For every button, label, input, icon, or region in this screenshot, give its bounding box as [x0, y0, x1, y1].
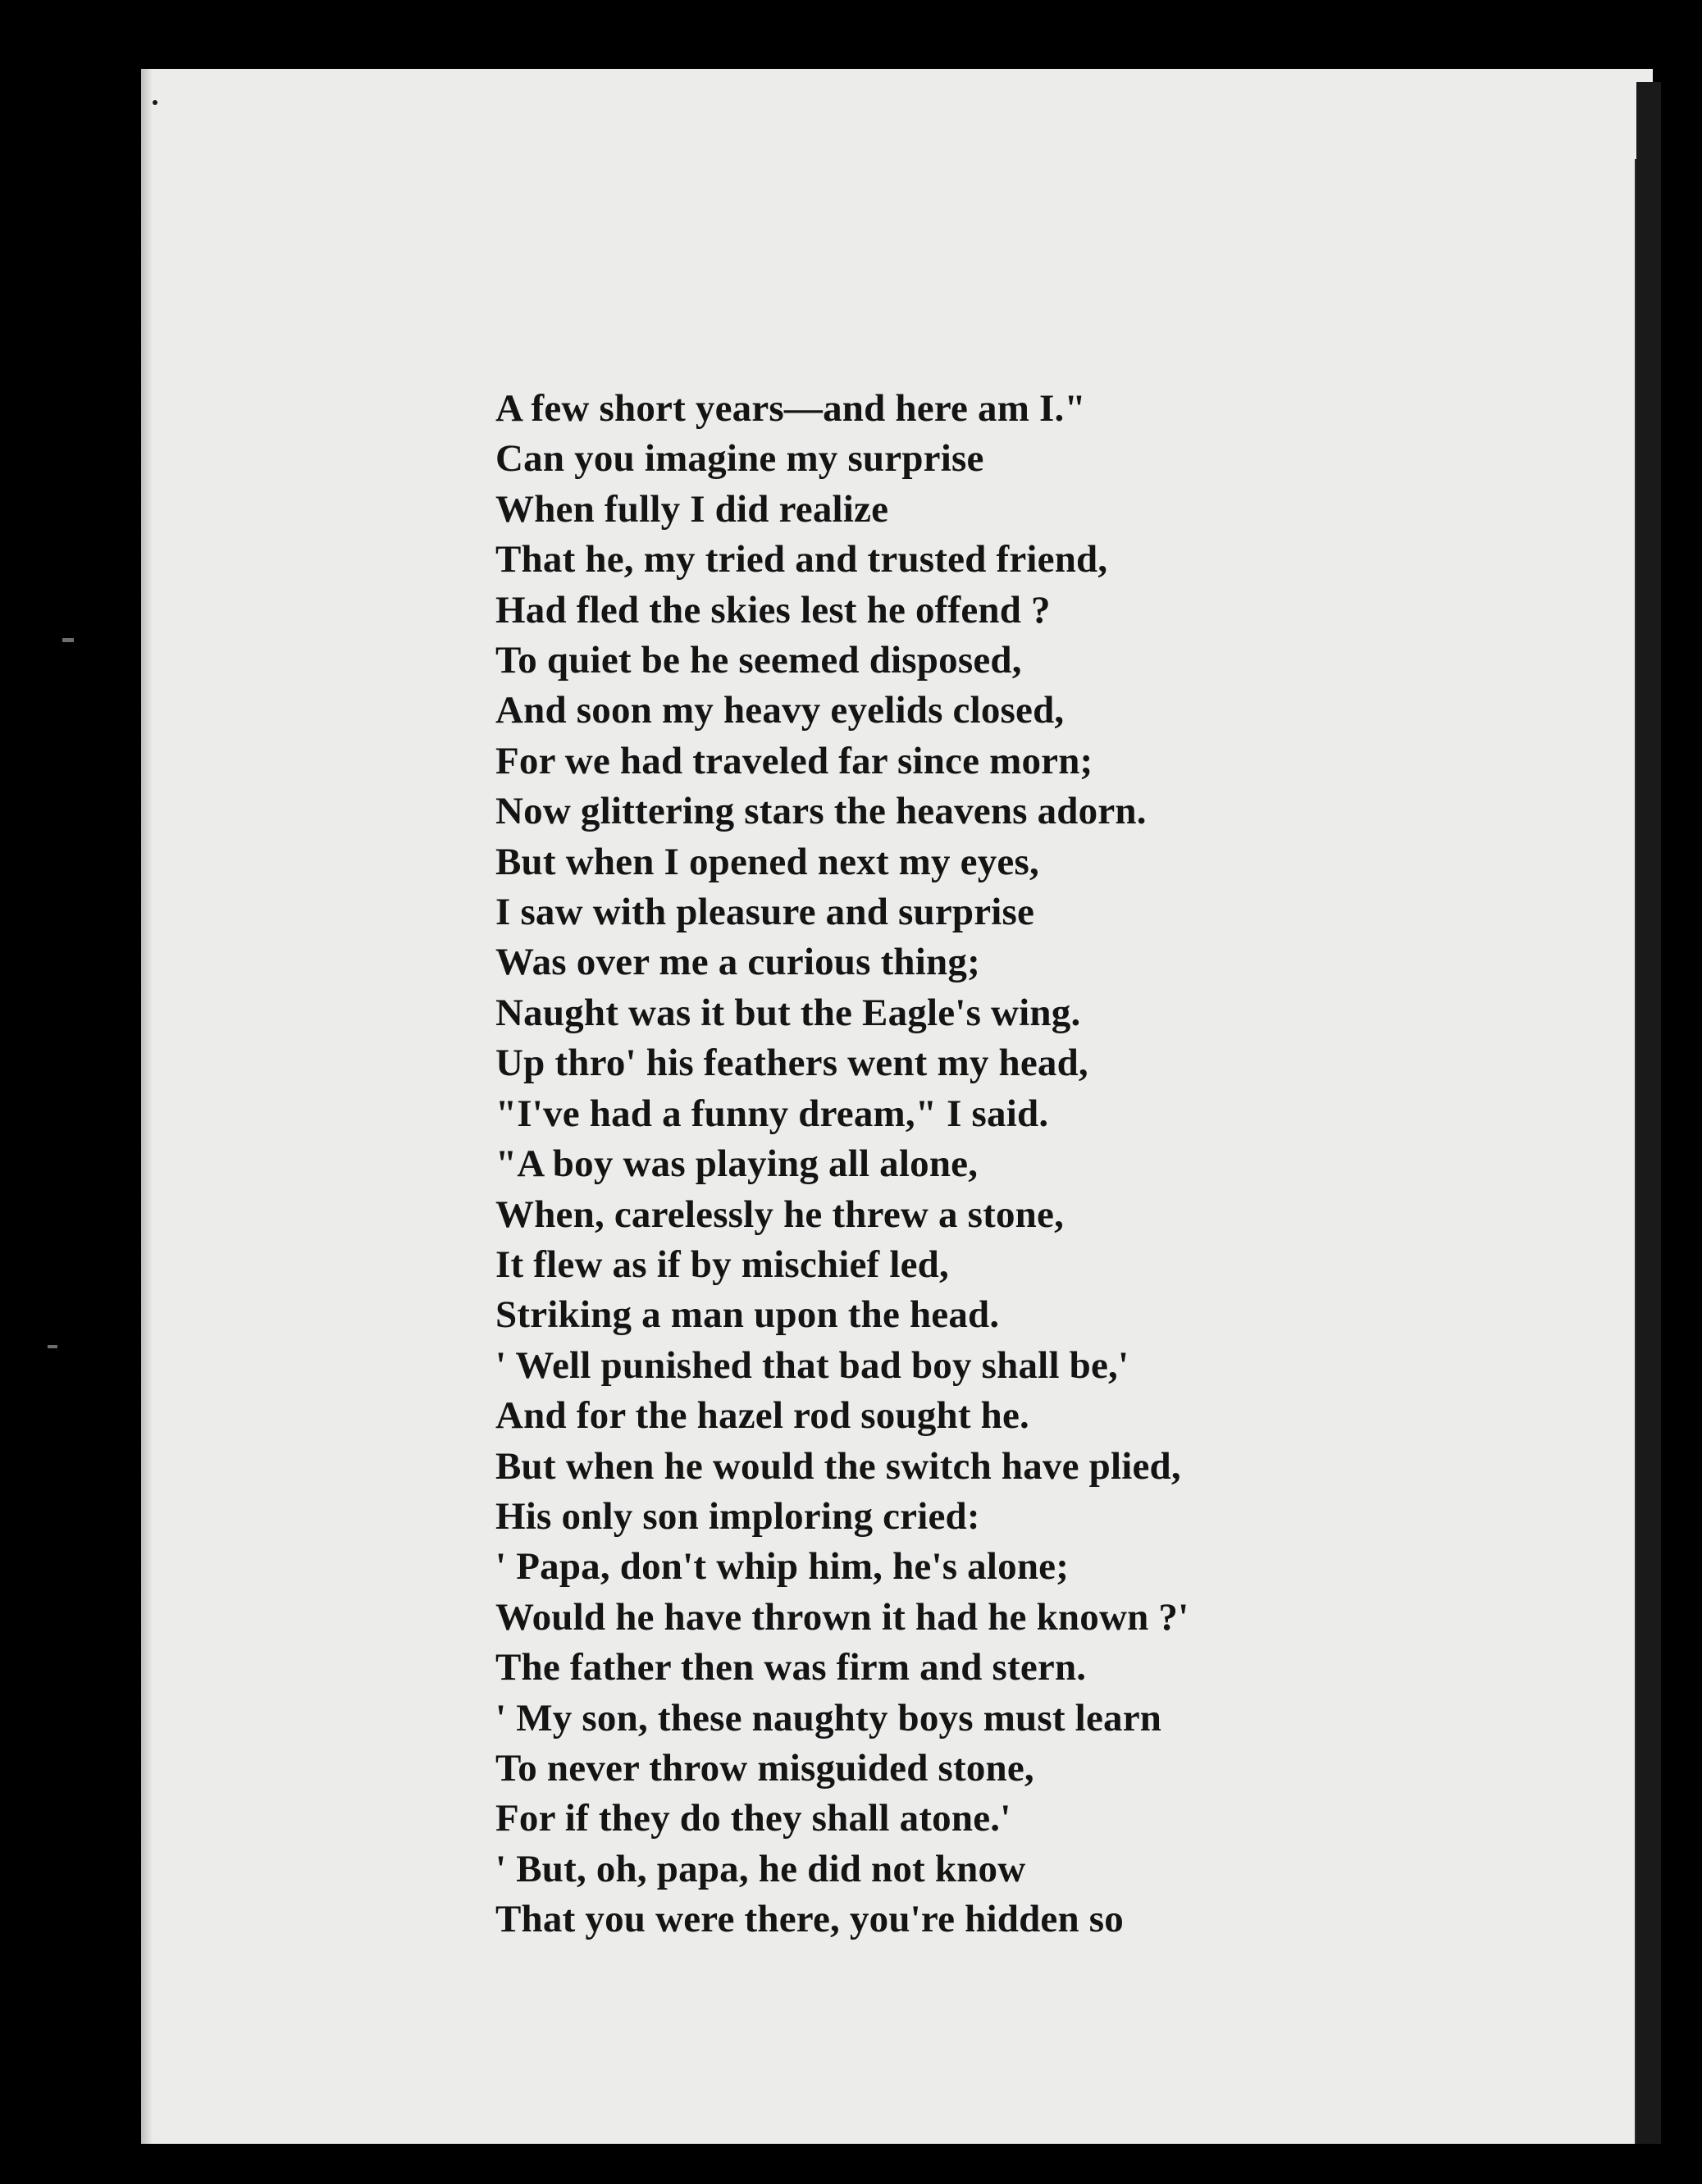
- poem-line: That you were there, you're hidden so: [495, 1898, 1124, 1941]
- poem-line: To never throw misguided stone,: [495, 1746, 1034, 1790]
- poem-line: Can you imagine my surprise: [495, 437, 984, 481]
- poem-line: When fully I did realize: [495, 487, 889, 531]
- poem-line: It flew as if by mischief led,: [495, 1242, 949, 1286]
- poem-line: For we had traveled far since morn;: [495, 739, 1093, 782]
- poem-line: But when I opened next my eyes,: [495, 840, 1039, 883]
- poem-line: ' My son, these naughty boys must learn: [495, 1696, 1162, 1739]
- facing-page-edge: [1636, 82, 1661, 2144]
- poem-line: ' Well punished that bad boy shall be,': [495, 1343, 1129, 1387]
- poem-line: To quiet be he seemed disposed,: [495, 639, 1022, 682]
- poem-line: And for the hazel rod sought he.: [495, 1394, 1029, 1438]
- poem-line: "I've had a funny dream," I said.: [495, 1092, 1049, 1135]
- scan-speck: [153, 100, 157, 105]
- poem-line: A few short years—and here am I.": [495, 387, 1086, 430]
- poem-line: But when he would the switch have plied,: [495, 1444, 1181, 1488]
- poem-line: Would he have thrown it had he known ?': [495, 1595, 1189, 1639]
- poem-text: [495, 384, 1414, 1945]
- poem-line: And soon my heavy eyelids closed,: [495, 689, 1065, 732]
- poem-line: Had fled the skies lest he offend ?: [495, 588, 1051, 631]
- scan-edge-mark: [62, 638, 74, 642]
- poem-line: Was over me a curious thing;: [495, 941, 980, 984]
- poem-line: Now glittering stars the heavens adorn.: [495, 790, 1147, 833]
- poem-line: Striking a man upon the head.: [495, 1293, 1000, 1337]
- poem-line: ' Papa, don't whip him, he's alone;: [495, 1545, 1070, 1589]
- book-page: [141, 69, 1653, 2144]
- scan-edge-mark: [48, 1345, 57, 1348]
- poem-line: Up thro' his feathers went my head,: [495, 1042, 1088, 1085]
- poem-line: That he, my tried and trusted friend,: [495, 538, 1108, 581]
- poem-line: His only son imploring cried:: [495, 1494, 980, 1538]
- poem-line: "A boy was playing all alone,: [495, 1142, 979, 1186]
- page-edge-shadow: [141, 69, 153, 2144]
- poem-line: The father then was firm and stern.: [495, 1646, 1087, 1689]
- poem-line: ' But, oh, papa, he did not know: [495, 1847, 1026, 1890]
- poem-line: Naught was it but the Eagle's wing.: [495, 991, 1081, 1034]
- poem-line: For if they do they shall atone.': [495, 1797, 1011, 1840]
- poem-line: I saw with pleasure and surprise: [495, 891, 1035, 934]
- poem-line: When, carelessly he threw a stone,: [495, 1192, 1065, 1236]
